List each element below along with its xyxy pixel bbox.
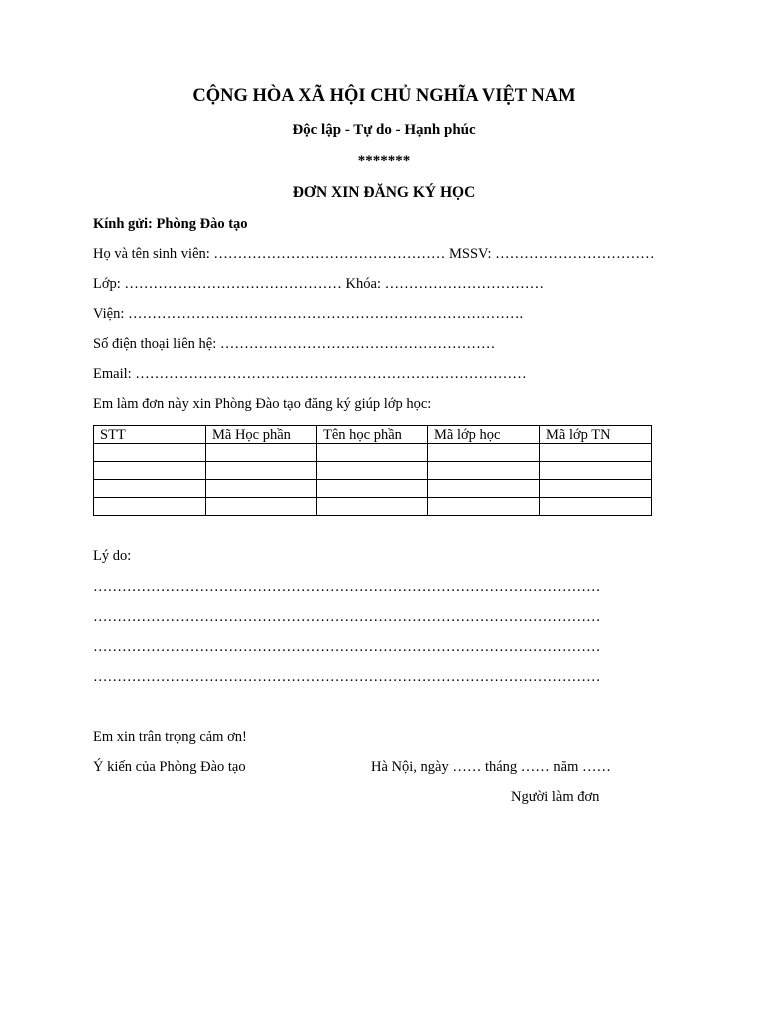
reason-line: …………………………………………………………………………………………… bbox=[93, 639, 601, 655]
header-lab-class-code: Mã lớp TN bbox=[540, 426, 652, 444]
nation-heading: CỘNG HÒA XÃ HỘI CHỦ NGHĨA VIỆT NAM bbox=[192, 86, 576, 106]
dept-opinion-label: Ý kiến của Phòng Đào tạo bbox=[93, 759, 246, 775]
table-cell[interactable] bbox=[317, 462, 428, 480]
reason-line: …………………………………………………………………………………………… bbox=[93, 669, 601, 685]
header-stt: STT bbox=[94, 426, 206, 444]
fullname-mssv-field: Họ và tên sinh viên: ………………………………………… MSSV: …………………………… bbox=[93, 246, 655, 262]
table-row bbox=[94, 462, 652, 480]
table-row bbox=[94, 444, 652, 462]
table-cell[interactable] bbox=[206, 480, 317, 498]
thanks-line: Em xin trân trọng cảm ơn! bbox=[93, 729, 247, 745]
table-cell[interactable] bbox=[428, 480, 540, 498]
institute-field: Viện: ………………………………………………………………………. bbox=[93, 306, 524, 322]
table-cell[interactable] bbox=[540, 444, 652, 462]
reason-label: Lý do: bbox=[93, 548, 132, 564]
table-cell[interactable] bbox=[94, 444, 206, 462]
phone-field: Số điện thoại liên hệ: ………………………………………………… bbox=[93, 336, 496, 352]
table-cell[interactable] bbox=[206, 444, 317, 462]
class-course-field: Lớp: ……………………………………… Khóa: …………………………… bbox=[93, 276, 545, 292]
place-date-line: Hà Nội, ngày …… tháng …… năm …… bbox=[371, 759, 612, 775]
applicant-signature-label: Người làm đơn bbox=[511, 789, 600, 805]
table-header-row bbox=[94, 426, 652, 444]
table-cell[interactable] bbox=[317, 498, 428, 516]
table-cell[interactable] bbox=[94, 498, 206, 516]
header-course-code: Mã Học phần bbox=[206, 426, 317, 444]
table-cell[interactable] bbox=[94, 462, 206, 480]
table-cell[interactable] bbox=[317, 480, 428, 498]
motto-heading: Độc lập - Tự do - Hạnh phúc bbox=[292, 122, 476, 138]
table-cell[interactable] bbox=[428, 444, 540, 462]
table-cell[interactable] bbox=[206, 462, 317, 480]
header-course-name: Tên học phần bbox=[317, 426, 428, 444]
table-cell[interactable] bbox=[428, 462, 540, 480]
request-statement: Em làm đơn này xin Phòng Đào tạo đăng ký giúp lớp học: bbox=[93, 396, 432, 412]
table-cell[interactable] bbox=[428, 498, 540, 516]
recipient-line: Kính gửi: Phòng Đào tạo bbox=[93, 216, 248, 232]
email-field: Email: ……………………………………………………………………… bbox=[93, 366, 527, 382]
table-cell[interactable] bbox=[94, 480, 206, 498]
table-cell[interactable] bbox=[540, 462, 652, 480]
reason-line: …………………………………………………………………………………………… bbox=[93, 579, 601, 595]
table-cell[interactable] bbox=[540, 480, 652, 498]
table-row bbox=[94, 480, 652, 498]
header-class-code: Mã lớp học bbox=[428, 426, 540, 444]
form-title: ĐƠN XIN ĐĂNG KÝ HỌC bbox=[292, 184, 476, 201]
table-cell[interactable] bbox=[206, 498, 317, 516]
course-table bbox=[93, 425, 652, 516]
separator-stars: ******* bbox=[357, 153, 411, 169]
reason-line: …………………………………………………………………………………………… bbox=[93, 609, 601, 625]
table-cell[interactable] bbox=[317, 444, 428, 462]
table-cell[interactable] bbox=[540, 498, 652, 516]
table-row bbox=[94, 498, 652, 516]
